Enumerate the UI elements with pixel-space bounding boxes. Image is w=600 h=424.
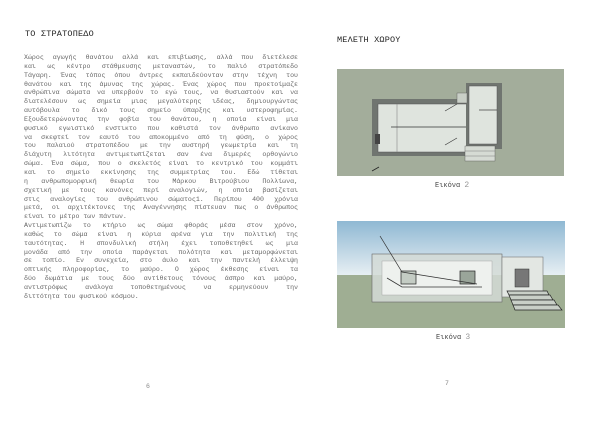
text-line: καθώς το σώμα είναι η κύρια αρένα για την πολιτική της <box>24 230 298 238</box>
text-line: Εξουδετερώνοντας την φοβία του θανάτου, η οποία είναι μια <box>24 115 298 123</box>
text-line: ταυτότητας. Η σπονδυλική στήλη έχει τοποθετηθεί ως μια <box>24 239 298 247</box>
text-line: και το σημείο εκκίνησης της συμμετρίας του. Εδώ τίθεται <box>24 168 298 176</box>
text-line: Αντιμετωπίζω το κτήριο ως σώμα φθοράς μέσα στον χρόνο, <box>24 222 298 230</box>
text-line: οπτικής πληροφορίας, το μαύρο. Ο χώρος έκθεσης είναι τα <box>24 266 298 274</box>
right-page-title: ΜΕΛΕΤΗ ΧΩΡΟΥ <box>337 35 401 45</box>
text-line: δύο δωμάτια με τους δύο αντίθετους τόνους άσπρο και μαύρο, <box>24 275 298 283</box>
text-line: Χώρος αγωγής θανάτου αλλά και επιβίωσης, αλλά που διετέλεσε <box>24 54 298 61</box>
text-line: θανάτου και της άμυνας της χώρας. Ένας χώρος που προετοίμαζε <box>24 80 298 88</box>
figure-3-perspective-view <box>337 221 565 328</box>
text-line: μονάδα από την οποία παράγεται πολότητα και μεταμορφώνεται <box>24 248 298 256</box>
text-line: στις αναλογίες του ανθρώπινου σώματος1. Περίπου 400 χρόνια <box>24 195 298 203</box>
figure-2-caption <box>435 181 469 190</box>
text-line: Τάγαρη. Ένας τόπος όπου άντρες εκπαιδεύονταν στην τέχνη του <box>24 71 298 79</box>
text-line: φυσικό εγωιστικό ενστικτο που καθιστά τον άνθρωπο ανίκανο <box>24 124 298 132</box>
text-line: μετά, οι αρχιτέκτονες της Αναγέννησης πίστευαν πως ο άνθρωπος <box>24 204 298 212</box>
text-line: σε τοπίο. Εν συνεχεία, στο άυλο και την παντελή έλλειψη <box>24 257 298 265</box>
figure-3-caption <box>436 333 470 342</box>
text-line: η ανθρωπομορφική θεωρία του Μάρκου Βιτρούβιου Πολλίωνα, <box>24 177 298 185</box>
caption-label: Εικόνα <box>436 334 462 342</box>
figure-2-plan-view <box>337 69 564 176</box>
text-line: είναι το μέτρο των πάντων. <box>24 213 127 221</box>
left-page-title: ΤΟ ΣΤΡΑΤΟΠΕΔΟ <box>25 29 94 39</box>
page-number-left: 6 <box>146 383 150 390</box>
caption-number: 3 <box>465 333 471 342</box>
text-line: να σκεφτεί τον εαυτό του αποκομμένο από τη φύση, ο χώρος <box>24 133 298 141</box>
body-text <box>24 54 298 302</box>
text-line: διττότητα του φυσικού κόσμου. <box>24 292 139 300</box>
text-line: και ως κέντρο στάθμευσης μεταναστών, το παλιό στρατόπεδο <box>24 62 298 70</box>
text-line: αντιστρόφως ανάλογα τοποθετημένους να ερμηνεύουν την <box>24 283 298 291</box>
text-line: διάχυτη λιτότητα αντιμετωπίζεται σαν ένα διμερές ορθογώνιο <box>24 151 298 159</box>
text-line: αυτόβουλα το δικό τους σημείο ύπαρξης και υστεροφημίας. <box>24 107 298 115</box>
caption-label: Εικόνα <box>435 182 461 190</box>
text-line: του παλαιού στρατοπέδου με την αυστηρή γεωμετρία και τη <box>24 142 298 150</box>
text-line: ανθρώπινα σώματα να υπερβούν το εγώ τους, να θυσιαστούν και να <box>24 89 298 97</box>
page-number-right: 7 <box>445 380 449 387</box>
caption-number: 2 <box>464 181 470 190</box>
text-line: διατελέσουν ως σημεία μιας μεγαλύτερης ιδέας, δημιουργώντας <box>24 98 298 106</box>
text-line: σχετική με τους κανόνες περί αναλογιών, η οποία βασίζεται <box>24 186 298 194</box>
text-line: σώμα. Ένα σώμα, που ο σκελετός είναι το κεντρικό του κομμάτι <box>24 160 298 168</box>
